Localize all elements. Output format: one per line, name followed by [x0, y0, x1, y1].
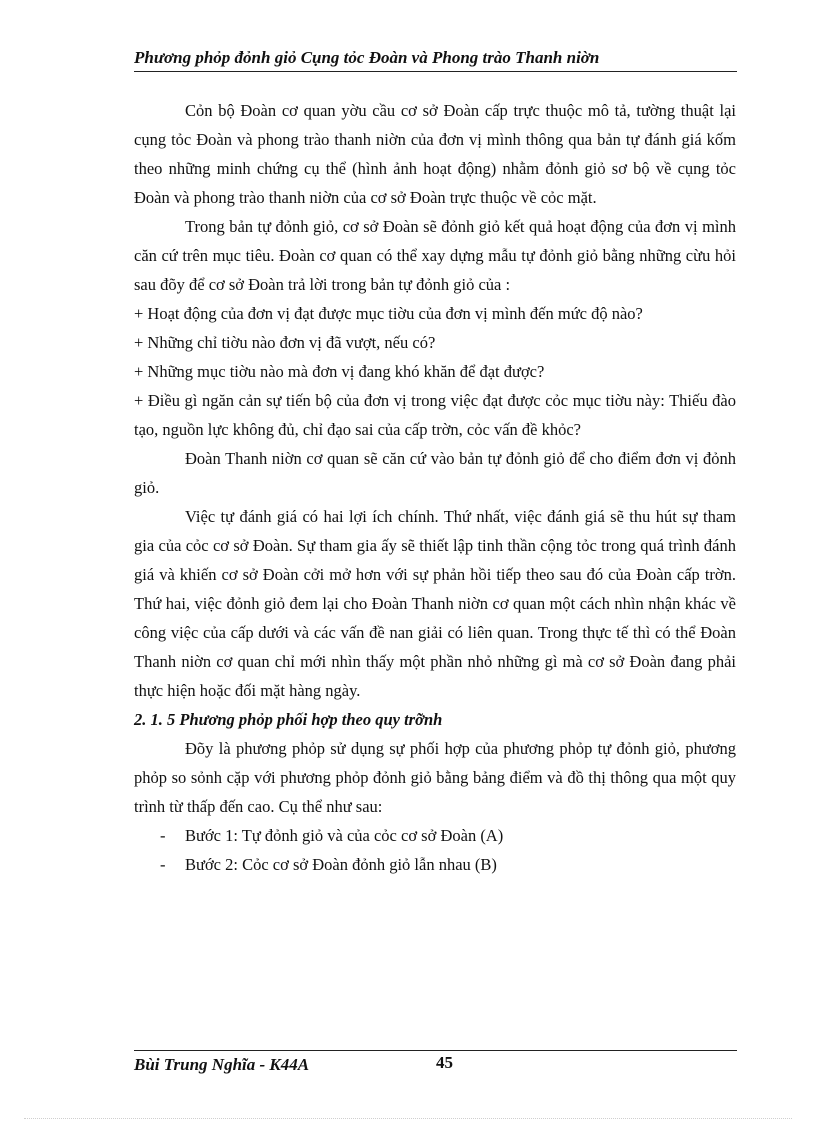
- section-heading: 2. 1. 5 Phương phỏp phối hợp theo quy trỡnh: [134, 710, 443, 729]
- running-header-title: Phương phỏp đỏnh giỏ Cụng tỏc Đoàn và Phong trào Thanh niờn: [134, 48, 600, 67]
- page-body: [134, 96, 736, 879]
- paragraph-4: Việc tự đánh giá có hai lợi ích chính. Thứ nhất, việc đánh giá sẽ thu hút sự tham gia của cỏc cơ sở Đoàn. Sự tham gia ấy sẽ thiết lập tinh thần cộng tỏc trong quá trình đánh giá và khiến cơ sở Đoàn cởi mở hơn với sự phản hồi tiếp theo sau đó của Đoàn cấp trờn. Thứ hai, việc đỏnh giỏ đem lại cho Đoàn Thanh niờn cơ quan một cách nhìn nhận khác về công việc của cấp dưới và các vấn đề nan giải có liên quan. Trong thực tế thì có thể Đoàn Thanh niờn cơ quan chỉ mới nhìn thấy một phần nhỏ những gì mà cơ sở Đoàn đang phải thực hiện hoặc đối mặt hàng ngày.: [134, 507, 736, 700]
- step-list: [134, 821, 736, 879]
- list-bullet: -: [160, 855, 166, 874]
- question-2: + Những chỉ tiờu nào đơn vị đã vượt, nếu có?: [134, 333, 436, 352]
- footer-author: Bùi Trung Nghĩa - K44A: [134, 1055, 310, 1074]
- paragraph-5: Đõy là phương phỏp sử dụng sự phối hợp của phương phỏp tự đỏnh giỏ, phương phỏp so sỏnh cặp với phương phỏp đỏnh giỏ bằng bảng điểm và đồ thị thông qua một quy trình từ thấp đến cao. Cụ thể như sau:: [134, 739, 736, 816]
- list-bullet: -: [160, 826, 166, 845]
- page-edge-divider: [24, 1118, 792, 1119]
- list-item: [134, 821, 736, 850]
- question-4: + Điều gì ngăn cản sự tiến bộ của đơn vị trong việc đạt được cỏc mục tiờu này: Thiếu đào tạo, nguồn lực không đủ, chỉ đạo sai của cấp trờn, cỏc vấn đề khỏc?: [134, 391, 736, 439]
- question-1: + Hoạt động của đơn vị đạt được mục tiờu của đơn vị mình đến mức độ nào?: [134, 304, 643, 323]
- running-header: [134, 48, 737, 72]
- page-number: 45: [436, 1053, 453, 1072]
- list-item-text: Bước 2: Cỏc cơ sở Đoàn đỏnh giỏ lẫn nhau (B): [185, 855, 497, 874]
- question-3: + Những mục tiờu nào mà đơn vị đang khó khăn để đạt được?: [134, 362, 545, 381]
- paragraph-3: Đoàn Thanh niờn cơ quan sẽ căn cứ vào bản tự đỏnh giỏ để cho điểm đơn vị đỏnh giỏ.: [134, 449, 736, 497]
- page-footer: [134, 1050, 737, 1074]
- list-item-text: Bước 1: Tự đỏnh giỏ và của cỏc cơ sở Đoàn (A): [185, 826, 504, 845]
- list-item: [134, 850, 736, 879]
- paragraph-1: Cỏn bộ Đoàn cơ quan yờu cầu cơ sở Đoàn cấp trực thuộc mô tả, tường thuật lại cụng tỏc Đoàn và phong trào thanh niờn của đơn vị mình thông qua bản tự đánh giá kốm theo những minh chứng cụ thể (hình ảnh hoạt động) nhằm đỏnh giỏ sơ bộ về cụng tỏc Đoàn và phong trào thanh niờn của cơ sở Đoàn trực thuộc về cỏc mặt.: [134, 101, 736, 207]
- paragraph-2: Trong bản tự đỏnh giỏ, cơ sở Đoàn sẽ đỏnh giỏ kết quả hoạt động của đơn vị mình căn cứ trên mục tiêu. Đoàn cơ quan có thể xay dựng mẫu tự đỏnh giỏ bằng những cừu hỏi sau đõy để cơ sở Đoàn trả lời trong bản tự đỏnh giỏ của :: [134, 217, 736, 294]
